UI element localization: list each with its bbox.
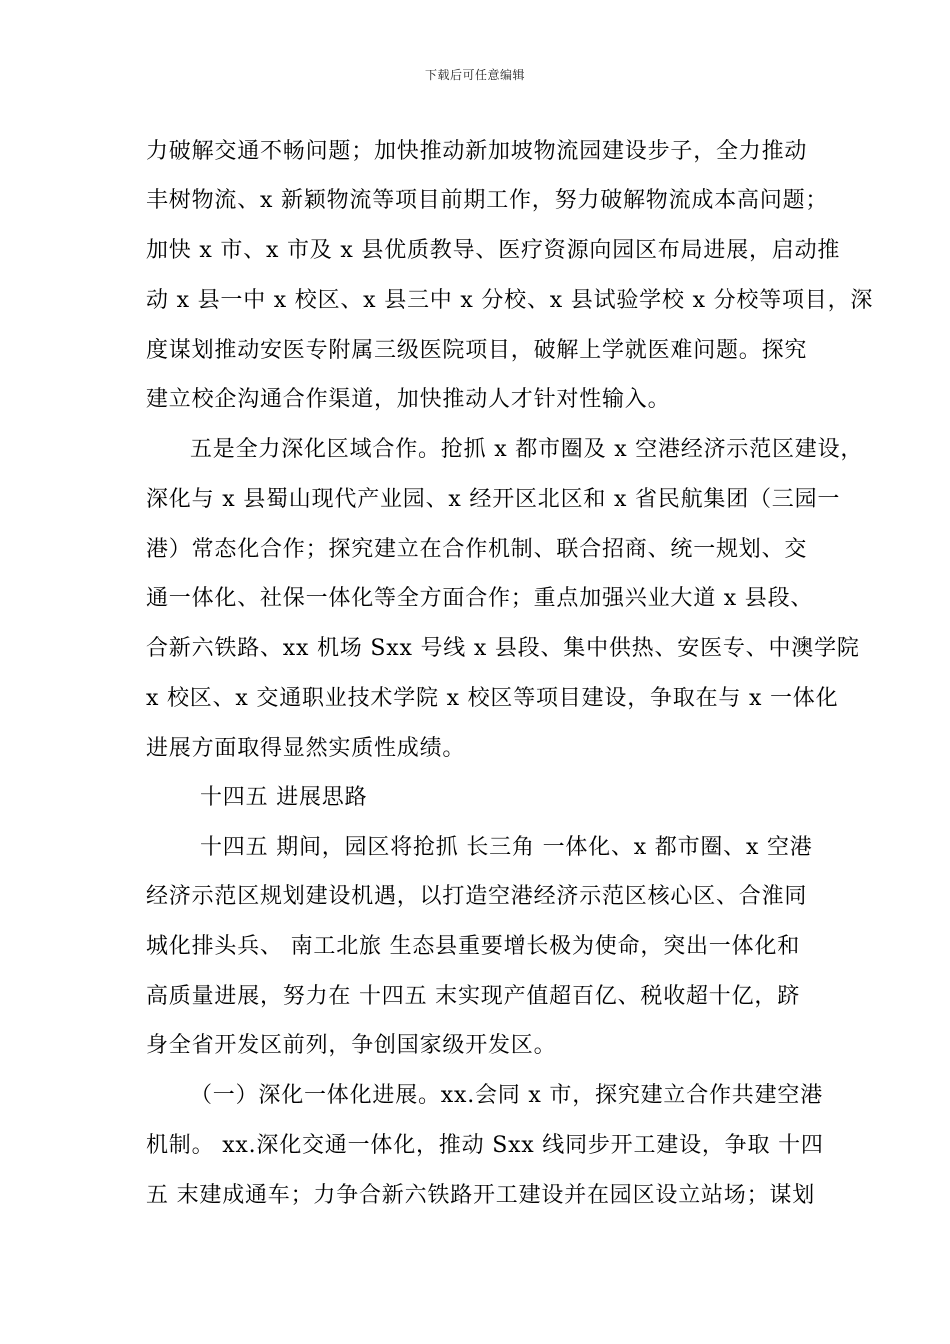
text-line: 建立校企沟通合作渠道，加快推动人才针对性输入。	[146, 387, 671, 412]
text-line: 城化排头兵、 南工北旅 生态县重要增长极为使命，突出一体化和	[146, 934, 800, 959]
text-line: x 校区、x 交通职业技术学院 x 校区等项目建设，争取在与 x 一体化	[146, 686, 839, 711]
text-line: 身全省开发区前列，争创国家级开发区。	[146, 1033, 557, 1058]
text-line: （一）深化一体化进展。xx.会同 x 市，探究建立合作共建空港	[190, 1083, 824, 1108]
text-line: 深化与 x 县蜀山现代产业园、x 经开区北区和 x 省民航集团（三园一	[146, 487, 841, 512]
text-line: 港）常态化合作；探究建立在合作机制、联合招商、统一规划、交	[146, 537, 808, 562]
text-line: 度谋划推动安医专附属三级医院项目，破解上学就医难问题。探究	[146, 338, 808, 363]
section-heading: 十四五 进展思路	[200, 785, 368, 810]
text-line: 经济示范区规划建设机遇，以打造空港经济示范区核心区、合淮同	[146, 884, 808, 909]
text-line: 高质量进展，努力在 十四五 末实现产值超百亿、税收超十亿，跻	[146, 984, 800, 1009]
text-line: 加快 x 市、x 市及 x 县优质教导、医疗资源向园区布局进展，启动推	[146, 238, 841, 263]
text-line: 丰树物流、x 新颖物流等项目前期工作，努力破解物流成本高问题；	[146, 188, 829, 213]
text-line: 进展方面取得显然实质性成绩。	[146, 736, 466, 761]
text-line: 五是全力深化区域合作。抢抓 x 都市圈及 x 空港经济示范区建设，	[190, 437, 864, 462]
text-line: 机制。 xx.深化交通一体化，推动 Sxx 线同步开工建设，争取 十四	[146, 1133, 824, 1158]
text-line: 十四五 期间，园区将抢抓 长三角 一体化、x 都市圈、x 空港	[200, 835, 813, 860]
text-line: 通一体化、社保一体化等全方面合作；重点加强兴业大道 x 县段、	[146, 586, 814, 611]
text-line: 动 x 县一中 x 校区、x 县三中 x 分校、x 县试验学校 x 分校等项目，深	[146, 288, 874, 313]
text-line: 力破解交通不畅问题；加快推动新加坡物流园建设步子，全力推动	[146, 139, 808, 164]
text-line: 合新六铁路、xx 机场 Sxx 号线 x 县段、集中供热、安医专、中澳学院	[146, 636, 860, 661]
text-line: 五 末建成通车；力争合新六铁路开工建设并在园区设立站场；谋划	[146, 1183, 815, 1208]
page-header: 下载后可任意编辑	[424, 68, 525, 82]
